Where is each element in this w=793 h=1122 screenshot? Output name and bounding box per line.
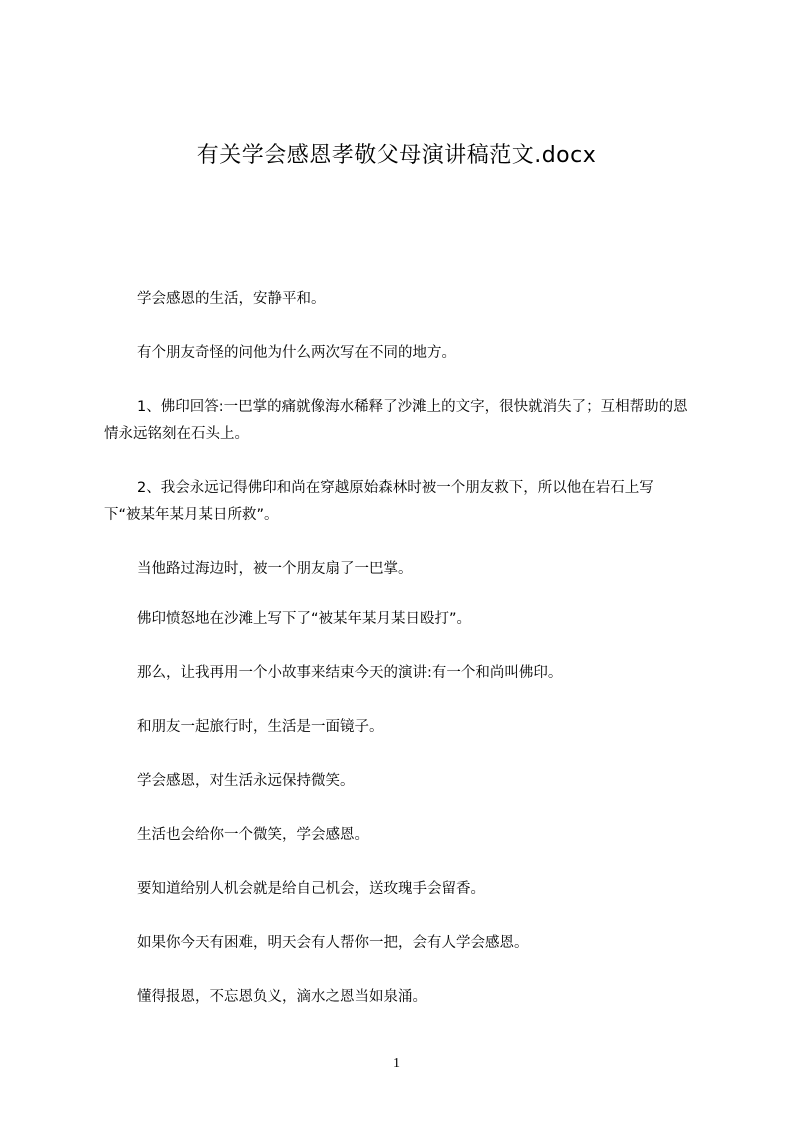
paragraph-8: 和朋友一起旅行时，生活是一面镜子。 [137, 719, 384, 735]
paragraph-4: 2、我会永远记得佛印和尚在穿越原始森林时被一个朋友救下，所以他在岩石上写下“被某年某月某日所救”。 [104, 480, 654, 523]
paragraph-13: 懂得报恩，不忘恩负义，滴水之恩当如泉涌。 [137, 989, 427, 1005]
paragraph-10: 生活也会给你一个微笑，学会感恩。 [137, 827, 369, 843]
paragraph-7: 那么，让我再用一个小故事来结束今天的演讲:有一个和尚叫佛印。 [137, 665, 563, 681]
paragraph-2: 有个朋友奇怪的问他为什么两次写在不同的地方。 [137, 345, 456, 361]
paragraph-3: 1、佛印回答:一巴掌的痛就像海水稀释了沙滩上的文字，很快就消失了；互相帮助的恩情永远铭刻在石头上。 [104, 399, 688, 442]
page-number: 1 [393, 1056, 400, 1071]
paragraph-6: 佛印愤怒地在沙滩上写下了“被某年某月某日殴打”。 [137, 611, 472, 627]
paragraph-12: 如果你今天有困难，明天会有人帮你一把，会有人学会感恩。 [137, 935, 529, 951]
paragraph-5: 当他路过海边时，被一个朋友扇了一巴掌。 [137, 561, 413, 577]
paragraph-9: 学会感恩，对生活永远保持微笑。 [137, 773, 355, 789]
document-title: 有关学会感恩孝敬父母演讲稿范文.docx [196, 143, 597, 168]
paragraph-1: 学会感恩的生活，安静平和。 [137, 291, 326, 307]
paragraph-11: 要知道给别人机会就是给自己机会，送玫瑰手会留香。 [137, 881, 485, 897]
